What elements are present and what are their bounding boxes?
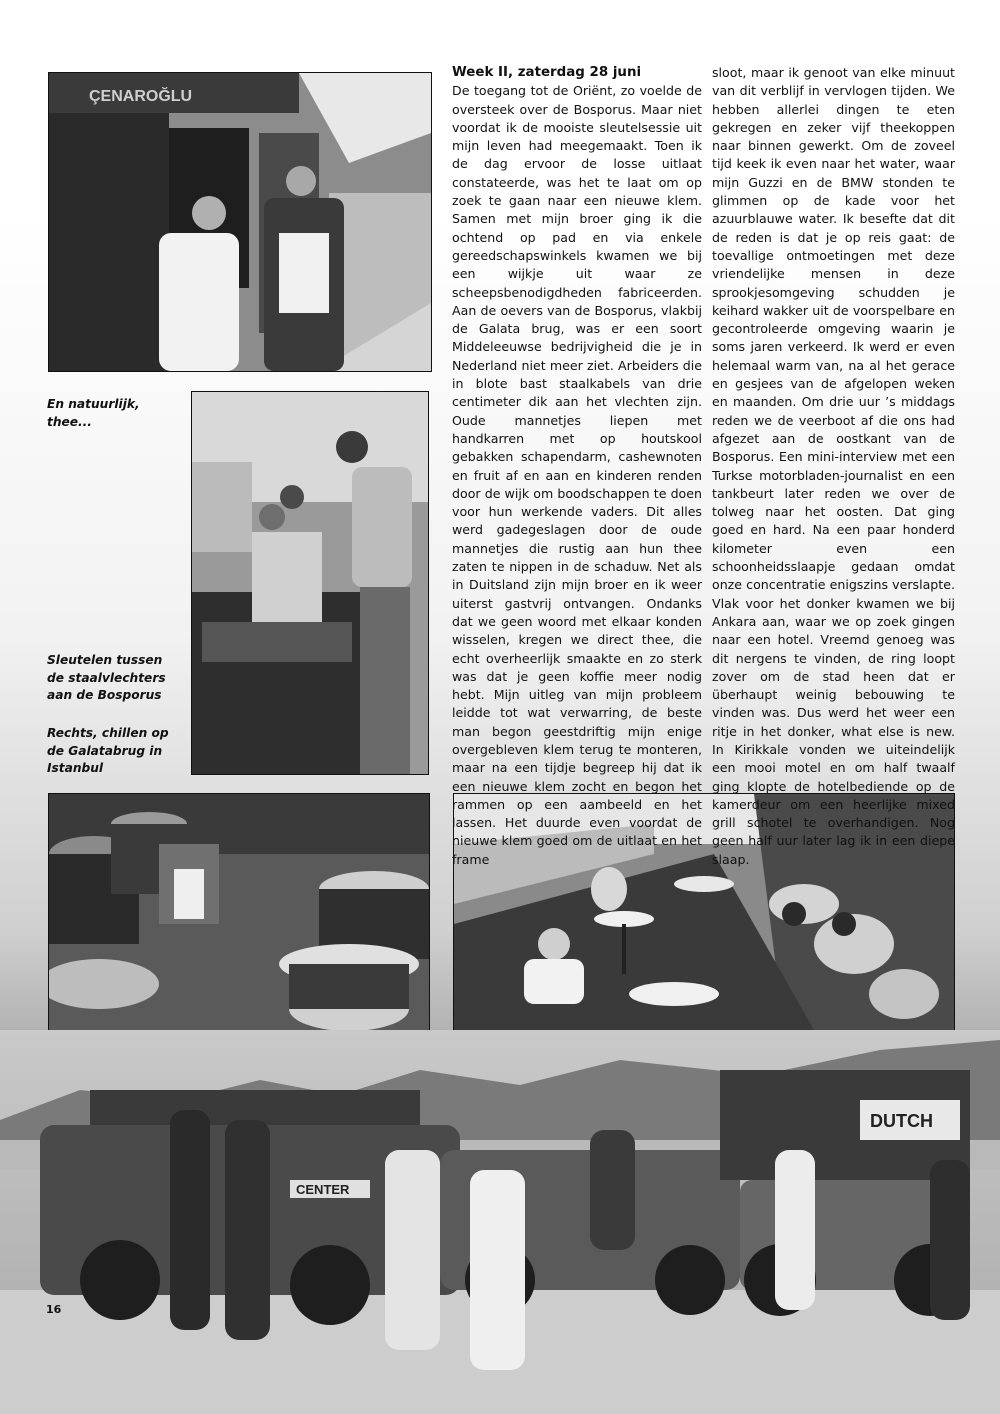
photo-workshop [191, 391, 429, 775]
article-column-1 [452, 64, 702, 869]
truck-sign-text: DUTCH [870, 1111, 933, 1131]
photo-tea-at-shop [48, 72, 432, 372]
shop-sign-text: ÇENAROĞLU [89, 88, 193, 105]
caption-tea: En natuurlijk, thee... [47, 397, 140, 429]
article-column-2 [712, 64, 955, 869]
article-heading: Week II, zaterdag 28 juni [452, 65, 642, 80]
article-body-part-1: De toegang tot de Oriënt, zo voelde de oversteek over de Bosporus. Maar niet voordat ik de mooiste sleutelsessie uit mijn leven had meegemaakt. Toen ik de dag ervoor de losse uitlaat constateerde, was het te laat om op zoek te gaan naar een nieuwe klem. Samen met mijn broer ging ik die ochtend op pad en via enkele gereedschapswinkels kwamen we bij een wijkje uit waar ze scheepsbenodigdheden fabriceerden. Aan de oevers van de Bosporus, vlakbij de Galata brug, was er een soort Middeleeuwse bedrijvigheid die je in Nederland niet meer ziet. Arbeiders die in blote bast staalkabels van drie centimeter dik aan het vlechten zijn. Oude mannetjes liepen met handkarren met op houtskool gebakken schapendarm, cashewnoten en fruit af en aan en kinderen renden door de wijk om boodschappen te doen voor hun werkende vaders. Dit alles werd gadegeslagen door de oude mannetjes die rustig aan hun thee zaten te nippen in de schaduw. Net als in Duitsland zijn mijn broer en ik weer uiterst gastvrij ontvangen. Ondanks dat we geen woord met elkaar konden wisselen, kregen we direct thee, die echt overheerlijk smaakte en zo sterk was dat je geen koffie meer nodig hebt. Mijn uitleg van mijn probleem leidde tot wat verwarring, de beste man begon geestdriftig mijn enige overgebleven klem terug te monteren, maar na een tijdje begreep hij dat ik een nieuwe klem zocht en begon het rammen op een aambeeld en het lassen. Het duurde even voordat de nieuwe klem goed om de uitlaat en het frame [452, 83, 702, 867]
photo-group-vehicles [0, 1030, 1000, 1414]
caption-bridge: Rechts, chillen op de Galatabrug in Istanbul [47, 726, 169, 775]
caption-wire: Sleutelen tussen de staalvlechters aan de Bosporus [47, 653, 166, 702]
car-sign-text: CENTER [296, 1182, 350, 1197]
article-body-part-2: sloot, maar ik genoot van elke minuut van dit verblijf in vervlogen tijden. We hebben allerlei dingen te eten gekregen en zeker vijf theekoppen naar binnen gewerkt. Om de zoveel tijd keek ik even naar het water, waar mijn Guzzi en de BMW stonden te glimmen op de kade voor het azuurblauwe water. Ik besefte dat dit de reden is dat je op reis gaat: de toevallige ontmoetingen met deze vriendelijke mensen in deze sprookjesomgeving schudden je keihard wakker uit de voorspelbare en gecontroleerde omgeving waarin je soms jaren verkeerd. Ik werd er even helemaal warm van, na al het gerace en gesjees van de afgelopen weken en maanden. Om drie uur ’s middags reden we de veerboot af die ons had afgezet aan de oostkant van de Bosporus. Een mini-interview met een Turkse motorbladen-journalist en een tankbeurt later reden we over de tolweg naar het oosten. Dat ging goed en hard. Na een paar honderd kilometer even een schoonheidsslaapje gedaan omdat onze concentratie enigszins verslapte. Vlak voor het donker kwamen we bij Ankara aan, waar we op zoek gingen naar een hotel. Vreemd genoeg was dit nergens te vinden, de ring loopt zover om de stad heen dat er überhaupt weinig bebouwing te vinden was. Dus werd het weer een ritje in het donker, what else is new. In Kirikkale vonden we uiteindelijk een mooi motel en om half twaalf ging klopte de hotelbediende op de kamerdeur om een heerlijke mixed grill schotel te overhandigen. Nog geen half uur later lag ik in een diepe slaap. [712, 65, 955, 867]
page-number: 16 [46, 1303, 62, 1316]
photo-wire-spools [48, 793, 430, 1031]
